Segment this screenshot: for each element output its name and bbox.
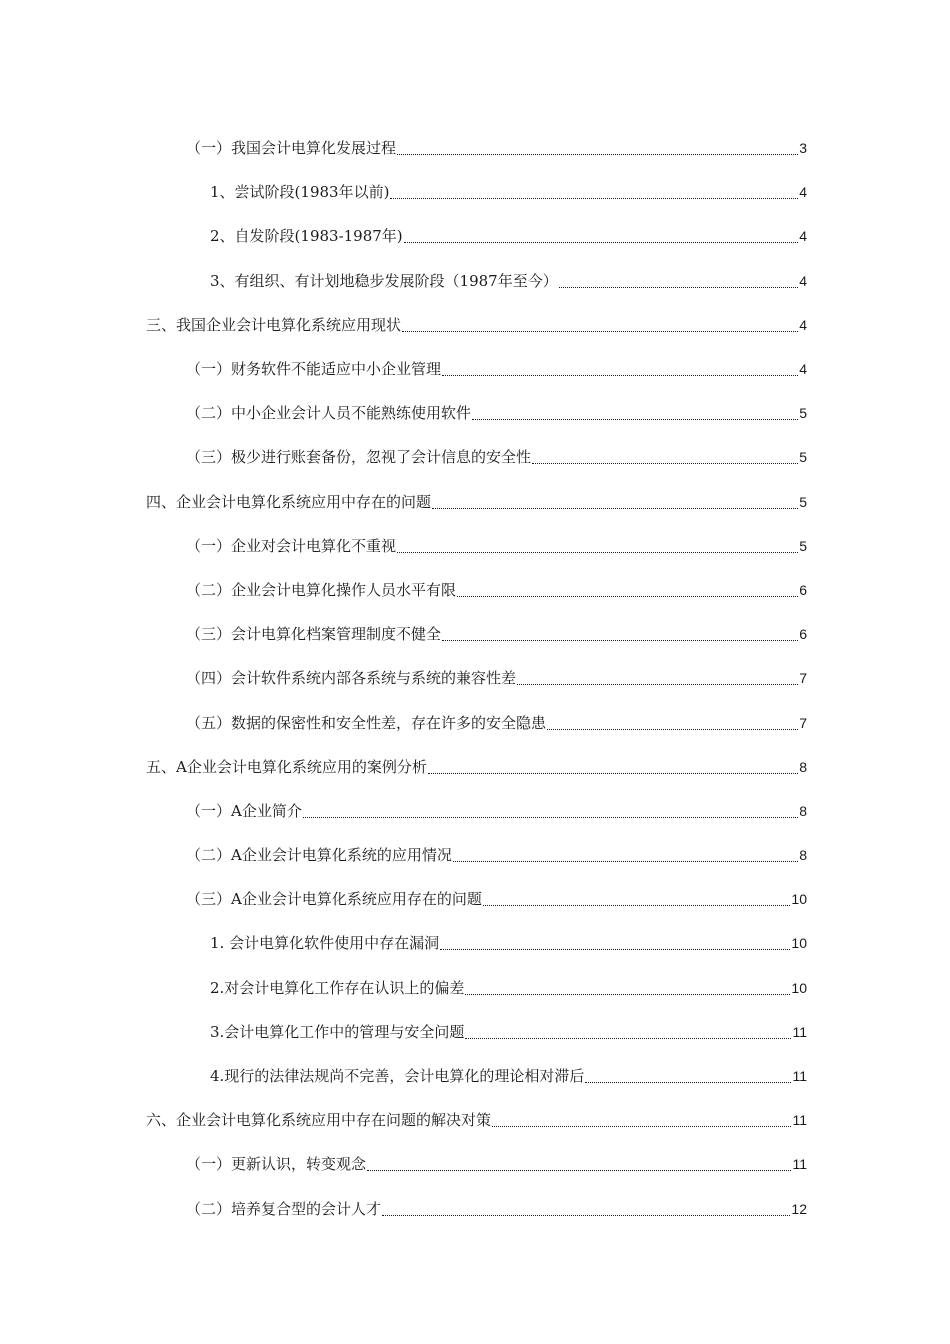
toc-entry-title: （三）极少进行账套备份，忽视了会计信息的安全性 bbox=[186, 448, 532, 467]
toc-dot-leader bbox=[492, 1110, 791, 1130]
toc-entry[interactable] bbox=[0, 214, 950, 258]
toc-page-number: 11 bbox=[792, 1068, 807, 1085]
toc-entry[interactable] bbox=[0, 877, 950, 921]
toc-dot-leader bbox=[585, 1066, 791, 1086]
toc-dot-leader bbox=[303, 801, 798, 821]
toc-entry[interactable] bbox=[0, 126, 950, 170]
toc-entry[interactable] bbox=[0, 745, 950, 789]
toc-entry[interactable] bbox=[0, 391, 950, 435]
toc-dot-leader bbox=[367, 1154, 791, 1174]
toc-page-number: 11 bbox=[792, 1156, 807, 1173]
toc-page-number: 6 bbox=[799, 626, 807, 643]
toc-dot-leader bbox=[432, 492, 798, 512]
toc-entry[interactable] bbox=[0, 966, 950, 1010]
toc-entry[interactable] bbox=[0, 789, 950, 833]
toc-page-number: 3 bbox=[799, 140, 807, 157]
toc-page-number: 5 bbox=[799, 537, 807, 554]
toc-dot-leader bbox=[382, 1199, 790, 1219]
toc-entry-title: （五）数据的保密性和安全性差，存在许多的安全隐患 bbox=[186, 713, 547, 732]
toc-entry[interactable] bbox=[0, 303, 950, 347]
toc-entry-title: （一）更新认识，转变观念 bbox=[186, 1155, 367, 1174]
toc-page-number: 12 bbox=[791, 1200, 807, 1217]
toc-entry-title: （二）中小企业会计人员不能熟练使用软件 bbox=[186, 404, 472, 423]
toc-page-number: 4 bbox=[799, 272, 807, 289]
toc-entry[interactable] bbox=[0, 524, 950, 568]
toc-entry-title: 四、企业会计电算化系统应用中存在的问题 bbox=[146, 492, 432, 511]
toc-dot-leader bbox=[483, 889, 791, 909]
toc-entry-title: 六、企业会计电算化系统应用中存在问题的解决对策 bbox=[146, 1111, 492, 1130]
toc-dot-leader bbox=[547, 713, 798, 733]
toc-dot-leader bbox=[390, 182, 798, 202]
toc-dot-leader bbox=[465, 1022, 791, 1042]
toc-entry-title: （一）A企业简介 bbox=[186, 801, 302, 820]
toc-page-number: 4 bbox=[799, 361, 807, 378]
toc-dot-leader bbox=[465, 978, 790, 998]
toc-entry-title: 1、尝试阶段(1983年以前) bbox=[210, 183, 390, 202]
toc-page-number: 7 bbox=[799, 670, 807, 687]
toc-entry[interactable] bbox=[0, 833, 950, 877]
toc-page-number: 10 bbox=[791, 979, 807, 996]
toc-entry[interactable] bbox=[0, 259, 950, 303]
toc-entry[interactable] bbox=[0, 480, 950, 524]
toc-entry-title: 4.现行的法律法规尚不完善，会计电算化的理论相对滞后 bbox=[210, 1067, 585, 1086]
toc-dot-leader bbox=[457, 580, 798, 600]
toc-page-number: 8 bbox=[799, 847, 807, 864]
toc-page-number: 7 bbox=[799, 714, 807, 731]
toc-entry[interactable] bbox=[0, 1098, 950, 1142]
toc-page-number: 5 bbox=[799, 405, 807, 422]
toc-entry-title: 2、自发阶段(1983-1987年) bbox=[210, 227, 403, 246]
toc-page-number: 11 bbox=[792, 1112, 807, 1129]
toc-entry[interactable] bbox=[0, 656, 950, 700]
toc-dot-leader bbox=[472, 403, 798, 423]
toc-dot-leader bbox=[559, 271, 798, 291]
toc-page-number: 5 bbox=[799, 449, 807, 466]
toc-dot-leader bbox=[440, 933, 790, 953]
toc-entry[interactable] bbox=[0, 568, 950, 612]
toc-entry[interactable] bbox=[0, 1187, 950, 1231]
toc-page-number: 5 bbox=[799, 493, 807, 510]
toc-entry-title: （一）企业对会计电算化不重视 bbox=[186, 536, 397, 555]
toc-dot-leader bbox=[402, 315, 798, 335]
toc-entry[interactable] bbox=[0, 347, 950, 391]
toc-entry-title: （二）培养复合型的会计人才 bbox=[186, 1199, 382, 1218]
toc-page-number: 4 bbox=[799, 184, 807, 201]
toc-page-number: 11 bbox=[792, 1023, 807, 1040]
toc-dot-leader bbox=[397, 138, 798, 158]
toc-entry[interactable] bbox=[0, 170, 950, 214]
toc-entry[interactable] bbox=[0, 1054, 950, 1098]
toc-dot-leader bbox=[428, 757, 798, 777]
toc-entry[interactable] bbox=[0, 1010, 950, 1054]
toc-page-number: 4 bbox=[799, 228, 807, 245]
toc-entry-title: 2.对会计电算化工作存在认识上的偏差 bbox=[210, 978, 465, 997]
toc-dot-leader bbox=[442, 624, 798, 644]
toc-entry[interactable] bbox=[0, 921, 950, 965]
toc-page-number: 8 bbox=[799, 802, 807, 819]
toc-page-number: 4 bbox=[799, 316, 807, 333]
toc-entry-title: 1. 会计电算化软件使用中存在漏洞 bbox=[210, 934, 440, 953]
toc-page-number: 10 bbox=[791, 891, 807, 908]
toc-entry-title: 五、A企业会计电算化系统应用的案例分析 bbox=[146, 757, 427, 776]
toc-entry-title: 三、我国企业会计电算化系统应用现状 bbox=[146, 315, 402, 334]
toc-entry-title: 3.会计电算化工作中的管理与安全问题 bbox=[210, 1022, 465, 1041]
toc-entry-title: （二）企业会计电算化操作人员水平有限 bbox=[186, 580, 457, 599]
toc-entry-title: （四）会计软件系统内部各系统与系统的兼容性差 bbox=[186, 669, 517, 688]
toc-dot-leader bbox=[532, 447, 798, 467]
toc-page-number: 8 bbox=[799, 758, 807, 775]
toc-dot-leader bbox=[442, 359, 798, 379]
toc-dot-leader bbox=[404, 226, 798, 246]
toc-dot-leader bbox=[453, 845, 798, 865]
toc-page-number: 10 bbox=[791, 935, 807, 952]
toc-entry-title: （二）A企业会计电算化系统的应用情况 bbox=[186, 846, 452, 865]
toc-entry-title: （三）会计电算化档案管理制度不健全 bbox=[186, 625, 442, 644]
toc-dot-leader bbox=[397, 536, 798, 556]
toc-entry[interactable] bbox=[0, 612, 950, 656]
toc-entry[interactable] bbox=[0, 1142, 950, 1186]
toc-entry[interactable] bbox=[0, 700, 950, 744]
toc-entry-title: （一）我国会计电算化发展过程 bbox=[186, 139, 397, 158]
toc-entry[interactable] bbox=[0, 435, 950, 479]
table-of-contents bbox=[0, 126, 950, 1231]
toc-page-number: 6 bbox=[799, 581, 807, 598]
toc-entry-title: 3、有组织、有计划地稳步发展阶段（1987年至今） bbox=[210, 271, 558, 290]
toc-entry-title: （一）财务软件不能适应中小企业管理 bbox=[186, 360, 442, 379]
toc-dot-leader bbox=[517, 668, 798, 688]
toc-entry-title: （三）A企业会计电算化系统应用存在的问题 bbox=[186, 890, 482, 909]
